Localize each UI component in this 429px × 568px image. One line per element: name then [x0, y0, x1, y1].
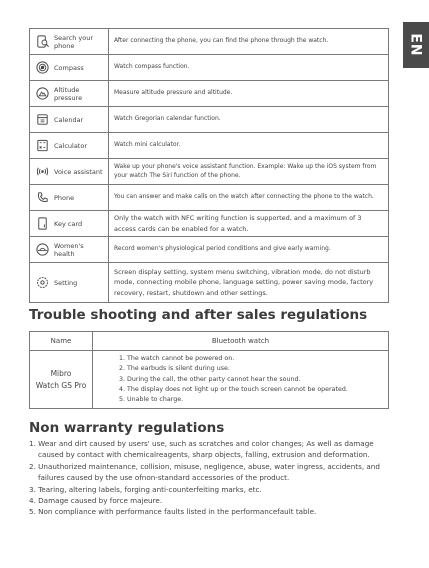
feature-description: Watch mini calculator. — [109, 133, 389, 159]
non-warranty-item: 5. Non compliance with performance faults listed in the performancefault table. — [29, 507, 317, 517]
name-header: Name — [30, 332, 93, 351]
model-name: Watch GS Pro — [35, 380, 87, 390]
issue-item: 1. The watch cannot be powered on. — [119, 355, 235, 362]
calendar-icon — [31, 112, 53, 127]
bluetooth-watch-header: Bluetooth watch — [93, 332, 389, 351]
feature-icon-cell — [30, 159, 55, 185]
search-phone-icon — [31, 34, 53, 49]
feature-row — [30, 107, 389, 133]
non-warranty-item: 2. Unauthorized maintenance, collision, misuse, negligence, abuse, water ingress, accidents, and failures caused by the use ofnon-standard accessories of the product. — [29, 461, 380, 483]
altitude-icon — [31, 86, 53, 101]
feature-name: Women's health — [54, 237, 109, 263]
non-warranty-item: 1. Wear and dirt caused by users' use, such as scratches and color changes; As well as damage caused by contact with chemicalreagents, sharp objects, falling, extrusion and deformation. — [29, 439, 374, 460]
feature-description: Measure altitude pressure and altitude. — [109, 81, 389, 107]
feature-icon-cell — [30, 263, 55, 303]
feature-name: Calculator — [54, 133, 109, 159]
feature-icon-cell — [30, 211, 55, 237]
feature-row — [30, 159, 389, 185]
feature-name: Search your phone — [54, 29, 109, 55]
feature-description: After connecting the phone, you can find the phone through the watch. — [109, 29, 389, 55]
feature-description: Wake up your phone's voice assistant function. Example: Wake up the iOS system from your watch The Siri function of the phone. — [109, 159, 389, 185]
language-tab — [403, 22, 429, 68]
trouble-shooting-heading: Trouble shooting and after sales regulations — [29, 307, 368, 323]
feature-row — [30, 237, 389, 263]
key-card-icon — [31, 216, 53, 231]
feature-name: Phone — [54, 185, 109, 211]
features-table — [29, 28, 389, 303]
feature-name: Key card — [54, 211, 109, 237]
feature-name: Altitude pressure — [54, 81, 109, 107]
non-warranty-list — [29, 438, 401, 518]
issue-item: 5. Unable to charge. — [119, 396, 184, 404]
feature-name: Voice assistant — [54, 159, 109, 185]
compass-icon — [31, 60, 53, 75]
feature-row — [30, 29, 389, 55]
voice-assistant-icon — [31, 164, 53, 179]
feature-description: Record women's physiological period conditions and give early warning. — [109, 237, 389, 263]
feature-name: Compass — [54, 55, 109, 81]
womens-health-icon — [31, 242, 53, 257]
feature-icon-cell — [30, 237, 55, 263]
issue-item: 3. During the call, the other party cannot hear the sound. — [119, 375, 301, 383]
non-warranty-heading: Non warranty regulations — [29, 420, 225, 436]
feature-row — [30, 263, 389, 303]
issue-item: 4. The display does not light up or the touch screen cannot be operated. — [119, 385, 348, 393]
feature-row — [30, 211, 389, 237]
feature-row — [30, 133, 389, 159]
model-brand: Mibro — [50, 368, 72, 378]
non-warranty-item: 3. Tearing, altering labels, forging anti-counterfeiting marks, etc. — [29, 484, 262, 494]
issues-cell — [93, 351, 389, 409]
issue-item: 2. The earbuds is silent during use. — [119, 365, 230, 373]
language-label: EN — [408, 33, 424, 57]
setting-icon — [31, 275, 53, 290]
model-cell — [30, 351, 93, 409]
trouble-shooting-table — [29, 331, 389, 409]
feature-description: You can answer and make calls on the watch after connecting the phone to the watch. — [109, 185, 389, 211]
feature-icon-cell — [30, 185, 55, 211]
feature-description: Only the watch with NFC writing function is supported, and a maximum of 3 access cards can be enabled for a watch. — [109, 211, 389, 237]
feature-icon-cell — [30, 107, 55, 133]
calculator-icon — [31, 138, 53, 153]
feature-icon-cell — [30, 81, 55, 107]
feature-description: Watch compass function. — [109, 55, 389, 81]
feature-row — [30, 185, 389, 211]
feature-icon-cell — [30, 55, 55, 81]
feature-icon-cell — [30, 133, 55, 159]
feature-icon-cell — [30, 29, 55, 55]
feature-name: Calendar — [54, 107, 109, 133]
feature-row — [30, 81, 389, 107]
phone-icon — [31, 190, 53, 205]
feature-row — [30, 55, 389, 81]
feature-name: Setting — [54, 263, 109, 303]
feature-description: Screen display setting, system menu switching, vibration mode, do not disturb mode, connecting mobile phone, language setting, power saving mode, factory recovery, restart, shutdown and other settings. — [109, 263, 389, 303]
non-warranty-item: 4. Damage caused by force majeure. — [29, 496, 163, 506]
feature-description: Watch Gregorian calendar function. — [109, 107, 389, 133]
